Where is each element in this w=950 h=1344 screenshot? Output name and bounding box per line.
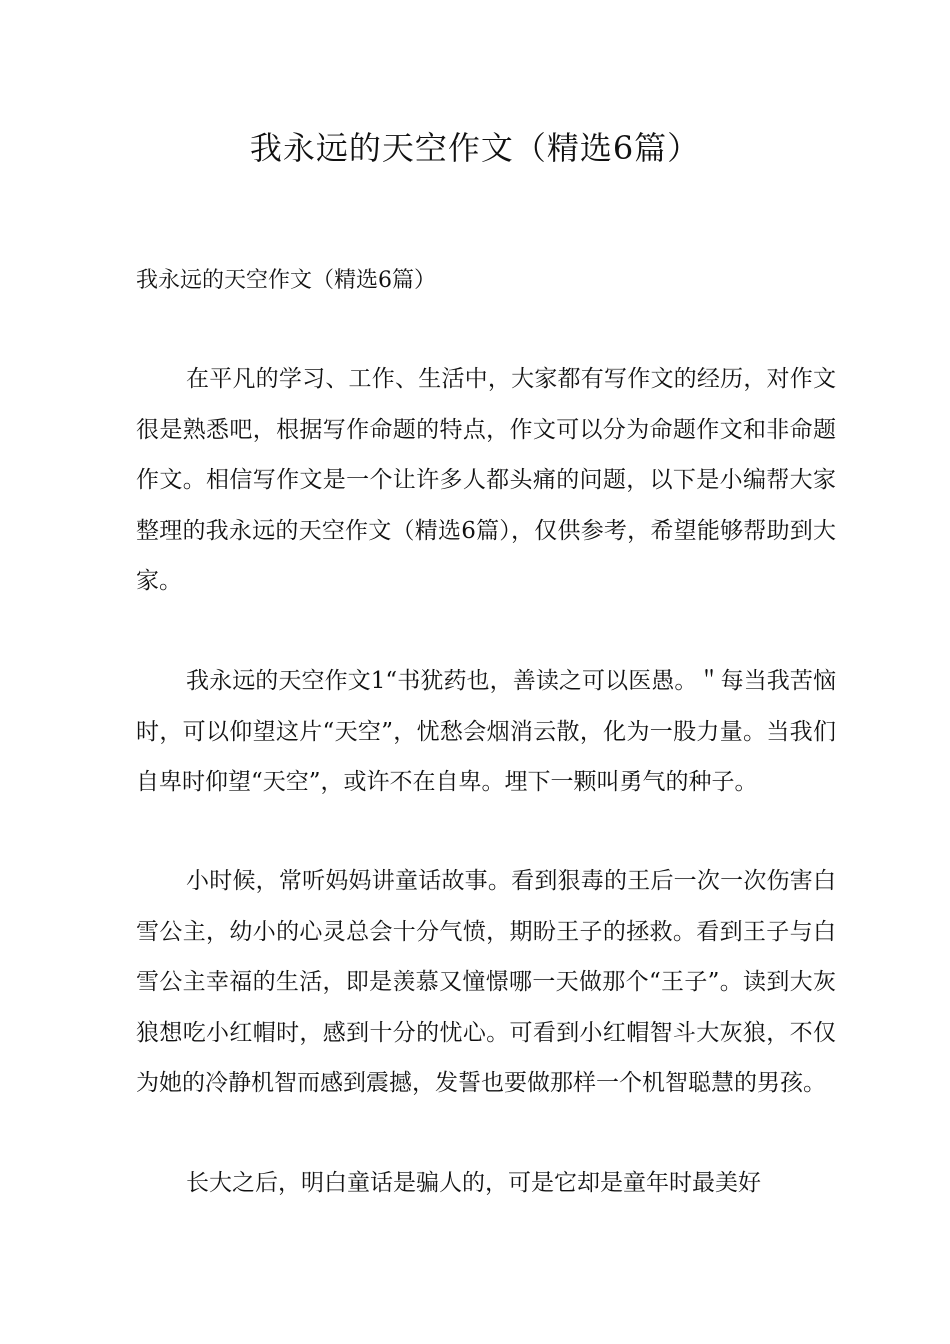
paragraph-growing-up: 长大之后，明白童话是骗人的，可是它却是童年时最美好 — [186, 1170, 761, 1196]
paragraph-childhood-stories: 小时候，常听妈妈讲童话故事。看到狠毒的王后一次一次伤害白雪公主，幼小的心灵总会十分气愤，期盼王子的拯救。看到王子与白雪公主幸福的生活，即是羡慕又憧憬哪一天做那个“王子”。读到大灰狼想吃小红帽时，感到十分的忧心。可看到小红帽智斗大灰狼，不仅为她的冷静机智而感到震撼，发誓也要做那样一个机智聪慧的男孩。 — [136, 868, 836, 1096]
document-title: 我永远的天空作文（精选6篇） — [249, 129, 701, 167]
document-subtitle: 我永远的天空作文（精选6篇） — [136, 268, 436, 293]
paragraph-essay-1-opening: 我永远的天空作文1“书犹药也，善读之可以医愚。＂每当我苦恼时，可以仰望这片“天空”，忧愁会烟消云散，化为一股力量。当我们自卑时仰望“天空”，或许不在自卑。埋下一颗叫勇气的种子。 — [136, 668, 836, 795]
paragraph-intro: 在平凡的学习、工作、生活中，大家都有写作文的经历，对作文很是熟悉吧，根据写作命题的特点，作文可以分为命题作文和非命题作文。相信写作文是一个让许多人都头痛的问题，以下是小编帮大家整理的我永远的天空作文（精选6篇），仅供参考，希望能够帮助到大家。 — [136, 366, 836, 594]
